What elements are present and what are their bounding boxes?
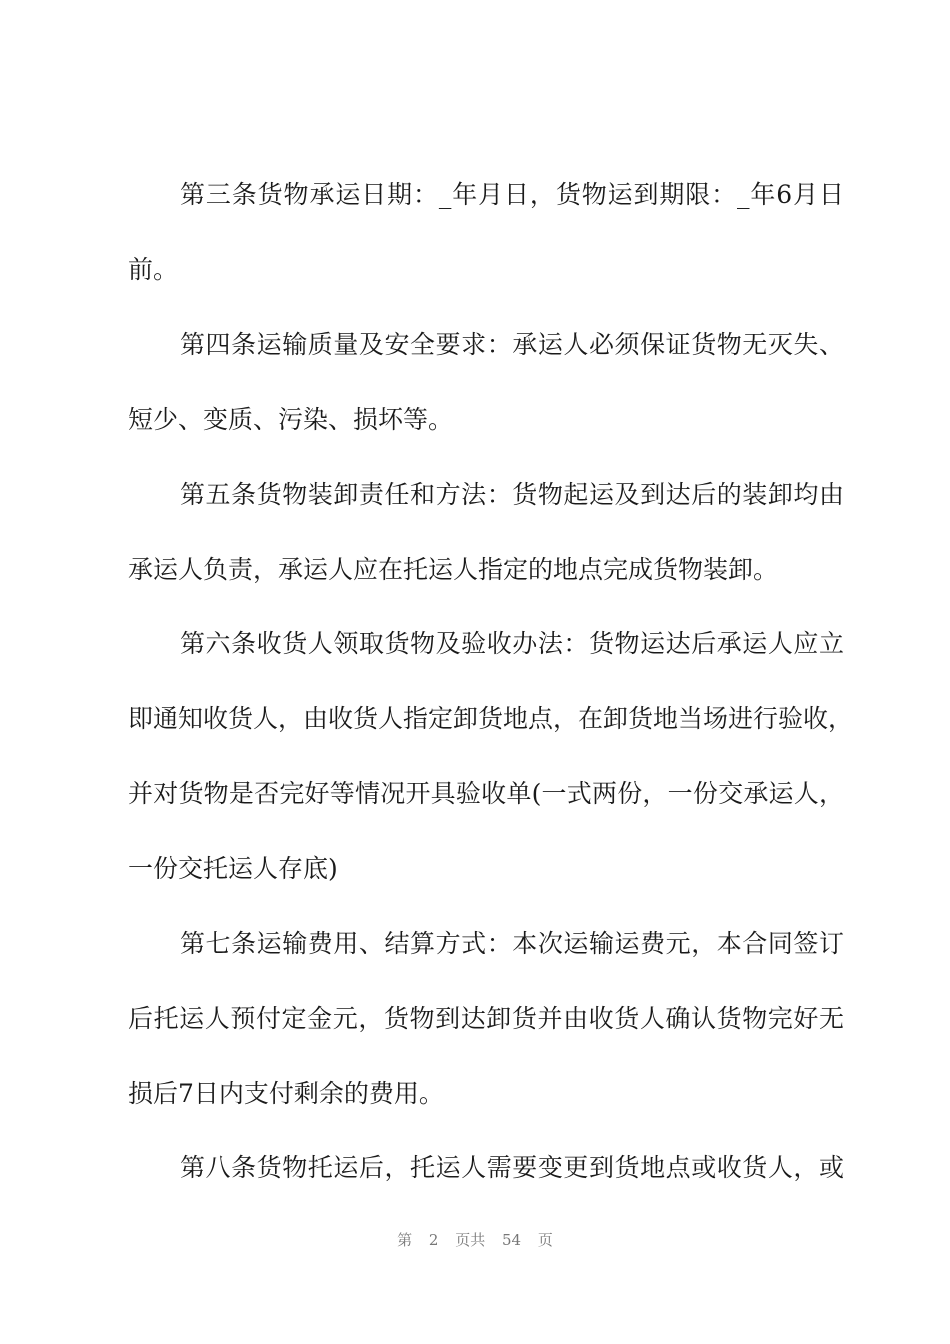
text-line: 第七条运输费用、结算方式：本次运输运费元，本合同签订 bbox=[180, 929, 844, 958]
text-line: 即通知收货人，由收货人指定卸货地点，在卸货地当场进行验收， bbox=[128, 704, 854, 733]
text-line: 第八条货物托运后，托运人需要变更到货地点或收货人，或 bbox=[180, 1153, 844, 1182]
text-line: 并对货物是否完好等情况开具验收单(一式两份，一份交承运人， bbox=[128, 779, 844, 808]
text-line: 前。 bbox=[128, 255, 179, 284]
text-line: 第六条收货人领取货物及验收办法：货物运达后承运人应立 bbox=[180, 629, 844, 658]
text-line: 承运人负责，承运人应在托运人指定的地点完成货物装卸。 bbox=[128, 555, 779, 584]
text-line: 第三条货物承运日期：_年月日，货物运到期限：_年6月日 bbox=[180, 180, 844, 209]
text-line: 一份交托运人存底) bbox=[128, 854, 338, 883]
text-line: 损后7日内支付剩余的费用。 bbox=[128, 1079, 444, 1108]
text-line: 后托运人预付定金元，货物到达卸货并由收货人确认货物完好无 bbox=[128, 1004, 844, 1033]
text-line: 短少、变质、污染、损坏等。 bbox=[128, 405, 454, 434]
text-line: 第四条运输质量及安全要求：承运人必须保证货物无灭失、 bbox=[180, 330, 844, 359]
page-number-footer: 第 2 页共 54 页 bbox=[397, 1231, 553, 1249]
text-line: 第五条货物装卸责任和方法：货物起运及到达后的装卸均由 bbox=[180, 480, 844, 509]
